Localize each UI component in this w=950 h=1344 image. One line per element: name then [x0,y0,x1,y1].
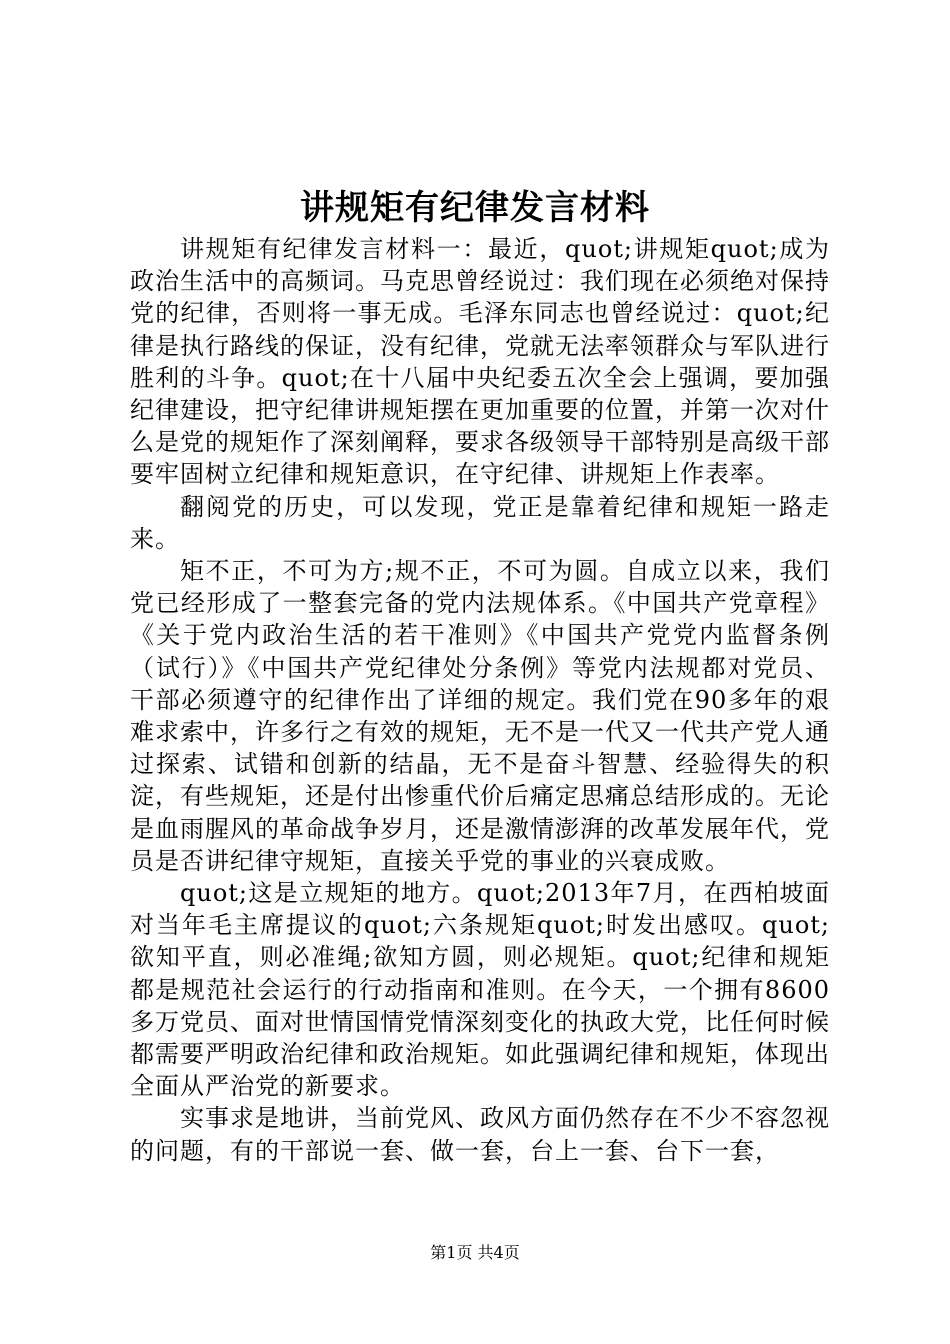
paragraph: 翻阅党的历史，可以发现，党正是靠着纪律和规矩一路走来。 [130,492,830,553]
page-footer: 第1页 共4页 [430,1243,520,1262]
paragraph: 矩不正，不可为方;规不正，不可为圆。自成立以来，我们党已经形成了一整套完备的党内法规体系。《中国共产党章程》《关于党内政治生活的若干准则》《中国共产党党内监督条例（试行）》《中国共产党纪律处分条例》等党内法规都对党员、干部必须遵守的纪律作出了详细的规定。我们党在90多年的艰难求索中，许多行之有效的规矩，无不是一代又一代共产党人通过探索、试错和创新的结晶，无不是奋斗智慧、经验得失的积淀，有些规矩，还是付出惨重代价后痛定思痛总结形成的。无论是血雨腥风的革命战争岁月，还是激情澎湃的改革发展年代，党员是否讲纪律守规矩，直接关乎党的事业的兴衰成败。 [130,557,830,875]
document-body [130,233,830,1167]
paragraph: 讲规矩有纪律发言材料一：最近，quot;讲规矩quot;成为政治生活中的高频词。马克思曾经说过：我们现在必须绝对保持党的纪律，否则将一事无成。毛泽东同志也曾经说过：quot;纪律是执行路线的保证，没有纪律，党就无法率领群众与军队进行胜利的斗争。quot;在十八届中央纪委五次全会上强调，要加强纪律建设，把守纪律讲规矩摆在更加重要的位置，并第一次对什么是党的规矩作了深刻阐释，要求各级领导干部特别是高级干部要牢固树立纪律和规矩意识，在守纪律、讲规矩上作表率。 [130,235,830,489]
paragraph: 实事求是地讲，当前党风、政风方面仍然存在不少不容忽视的问题，有的干部说一套、做一套，台上一套、台下一套， [130,1104,830,1165]
document-title: 讲规矩有纪律发言材料 [300,188,650,228]
paragraph: quot;这是立规矩的地方。quot;2013年7月，在西柏坡面对当年毛主席提议的quot;六条规矩quot;时发出感叹。quot;欲知平直，则必准绳;欲知方圆，则必规矩。quot;纪律和规矩都是规范社会运行的行动指南和准则。在今天，一个拥有8600多万党员、面对世情国情党情深刻变化的执政大党，比任何时候都需要严明政治纪律和政治规矩。如此强调纪律和规矩，体现出全面从严治党的新要求。 [130,879,830,1101]
